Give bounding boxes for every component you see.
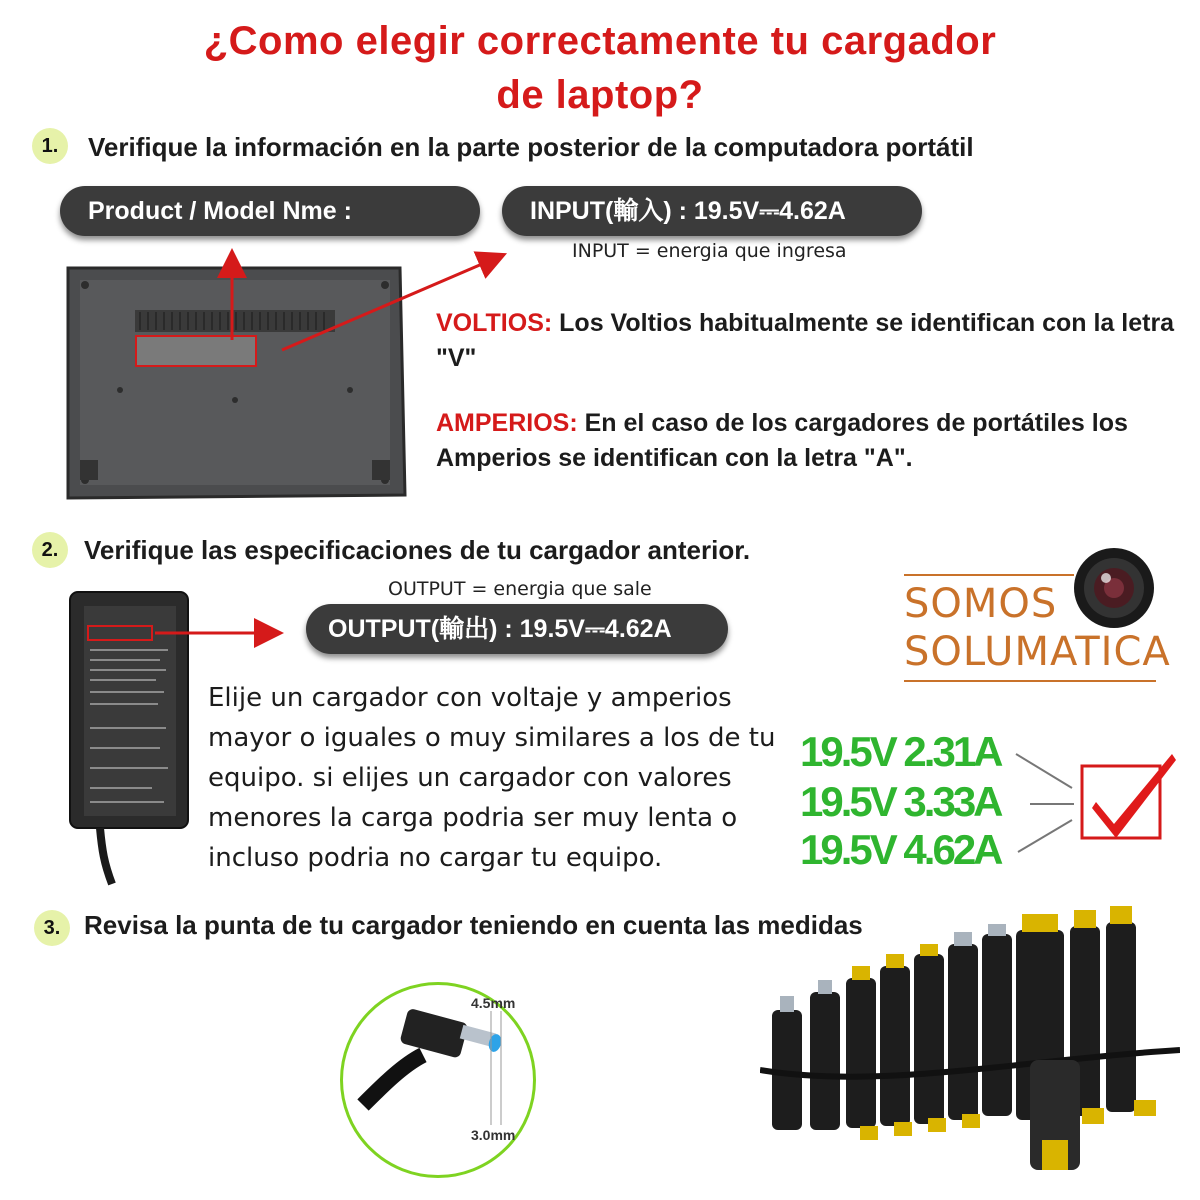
voltios-paragraph [436,306,1176,376]
step-2-heading: Verifique las especificaciones de tu cargador anterior. [84,535,751,565]
amperios-text: En el caso de los cargadores de portátiles los Amperios se identifican con la letra "A". [436,409,1128,472]
step-2-number: 2. [32,532,68,568]
logo-line-1: SOMOS [904,581,1058,627]
option-4-62a: 19.5V 4.62A [800,826,1001,873]
connector-tip-circle [340,982,536,1178]
output-spec-pill: OUTPUT(輸出) : 19.5V⎓4.62A [306,604,728,654]
charger-tips-set-image [760,900,1180,1180]
output-note: OUTPUT = energia que sale [388,578,652,600]
checkmark-icon [1078,748,1178,844]
step-1-number: 1. [32,128,68,164]
step-3-heading: Revisa la punta de tu cargador teniendo en cuenta las medidas [84,910,863,940]
step-1-heading: Verifique la información en la parte posterior de la computadora portátil [88,132,974,162]
input-spec-pill: INPUT(輸入) : 19.5V⎓4.62A [502,186,922,236]
amperios-label: AMPERIOS: [436,409,578,437]
somos-solumatica-logo [904,570,1171,686]
voltios-label: VOLTIOS: [436,309,553,337]
connector-lines [1010,740,1080,860]
amperios-paragraph [436,406,1176,476]
outer-diameter-label: 4.5mm [471,995,516,1011]
camera-lens-icon [1070,544,1158,632]
step-3-number: 3. [34,910,70,946]
inner-diameter-label: 3.0mm [471,1127,516,1143]
charger-advice-text: Elije un cargador con voltaje y amperios mayor o iguales o muy similares a los de tu equipo. si elijes un cargador con valores menores la carga podria ser muy lenta o incluso podria no cargar tu equipo. [208,683,776,873]
model-name-pill: Product / Model Nme : [60,186,480,236]
title-line-1: ¿Como elegir correctamente tu cargador [203,19,997,63]
voltios-text: Los Voltios habitualmente se identifican con la letra "V" [436,309,1175,372]
option-3-33a: 19.5V 3.33A [800,778,1001,825]
page-title [0,14,1200,122]
input-note: INPUT = energia que ingresa [572,240,847,262]
logo-line-2: SOLUMATICA [904,629,1171,675]
option-2-31a: 19.5V 2.31A [800,728,1001,775]
title-line-2: de laptop? [496,73,704,117]
